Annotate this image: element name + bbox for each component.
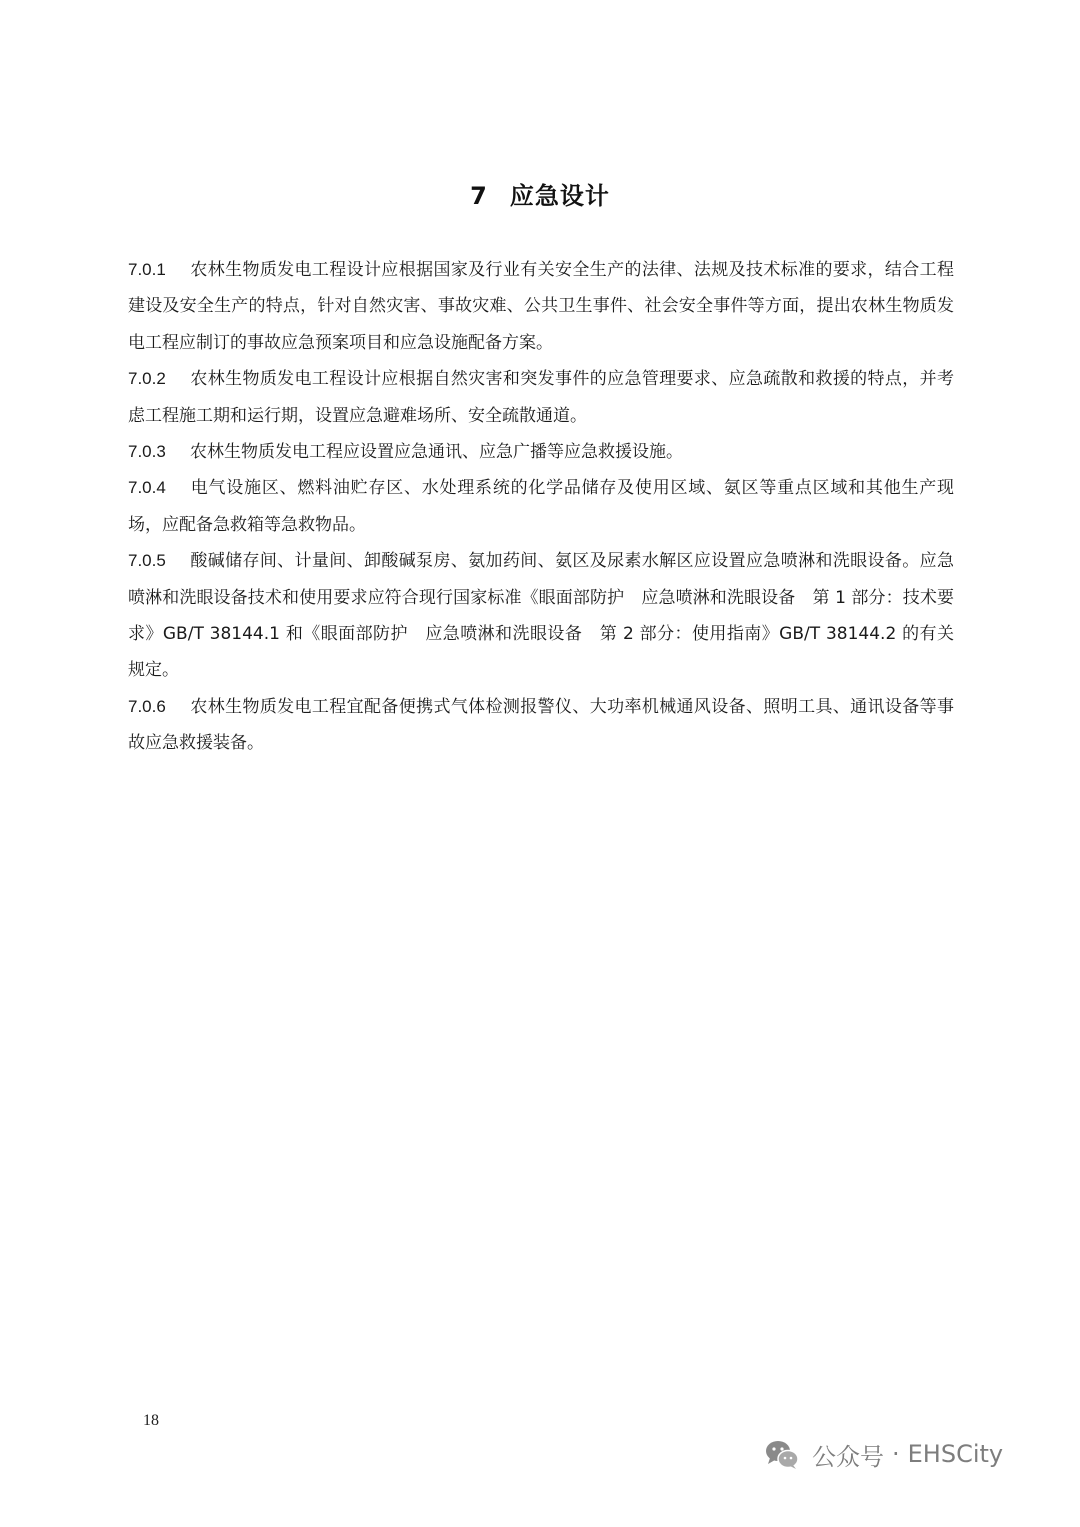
clause-text: 酸碱储存间、计量间、卸酸碱泵房、氨加药间、氨区及尿素水解区应设置应急喷淋和洗眼设备。应急喷淋和洗眼设备技术和使用要求应符合现行国家标准《眼面部防护 应急喷淋和洗眼设备 第 1 部分：技术要求》GB/T 38144.1 和《眼面部防护 应急喷淋和洗眼设备 第 2 部分：使用指南》GB/T 38144.2 的有关规定。 — [128, 551, 954, 681]
clause-number: 7.0.2 — [128, 369, 166, 389]
clause-text: 电气设施区、燃料油贮存区、水处理系统的化学品储存及使用区域、氨区等重点区域和其他生产现场，应配备急救箱等急救物品。 — [128, 478, 954, 535]
clause-7-0-2 — [128, 361, 954, 434]
chapter-number: 7 — [470, 182, 488, 210]
watermark-separator: · — [892, 1440, 900, 1468]
clause-number: 7.0.4 — [128, 478, 166, 498]
clause-number: 7.0.1 — [128, 260, 166, 279]
clause-7-0-5 — [128, 543, 954, 689]
clause-7-0-1 — [128, 252, 954, 361]
chapter-heading — [0, 176, 1080, 211]
account-watermark — [762, 1434, 1003, 1474]
clause-text: 农林生物质发电工程应设置应急通讯、应急广播等应急救援设施。 — [190, 442, 683, 463]
clause-list — [128, 252, 954, 762]
watermark-label: 公众号 — [812, 1442, 884, 1471]
clause-text: 农林生物质发电工程设计应根据国家及行业有关安全生产的法律、法规及技术标准的要求，结合工程建设及安全生产的特点，针对自然灾害、事故灾难、公共卫生事件、社会安全事件等方面，提出农林生物质发电工程应制订的事故应急预案项目和应急设施配备方案。 — [128, 260, 954, 353]
clause-number: 7.0.3 — [128, 442, 166, 462]
watermark-account: EHSCity — [907, 1440, 1004, 1468]
clause-number: 7.0.6 — [128, 696, 166, 716]
clause-7-0-4 — [128, 470, 954, 543]
page-number: 18 — [143, 1412, 159, 1429]
chapter-title-text: 应急设计 — [509, 182, 610, 210]
clause-7-0-6 — [128, 689, 954, 762]
clause-7-0-3 — [128, 434, 954, 470]
clause-number: 7.0.5 — [128, 551, 166, 571]
wechat-icon — [762, 1434, 802, 1474]
clause-text: 农林生物质发电工程设计应根据自然灾害和突发事件的应急管理要求、应急疏散和救援的特点，并考虑工程施工期和运行期，设置应急避难场所、安全疏散通道。 — [128, 369, 954, 426]
clause-text: 农林生物质发电工程宜配备便携式气体检测报警仪、大功率机械通风设备、照明工具、通讯设备等事故应急救援装备。 — [128, 696, 954, 754]
